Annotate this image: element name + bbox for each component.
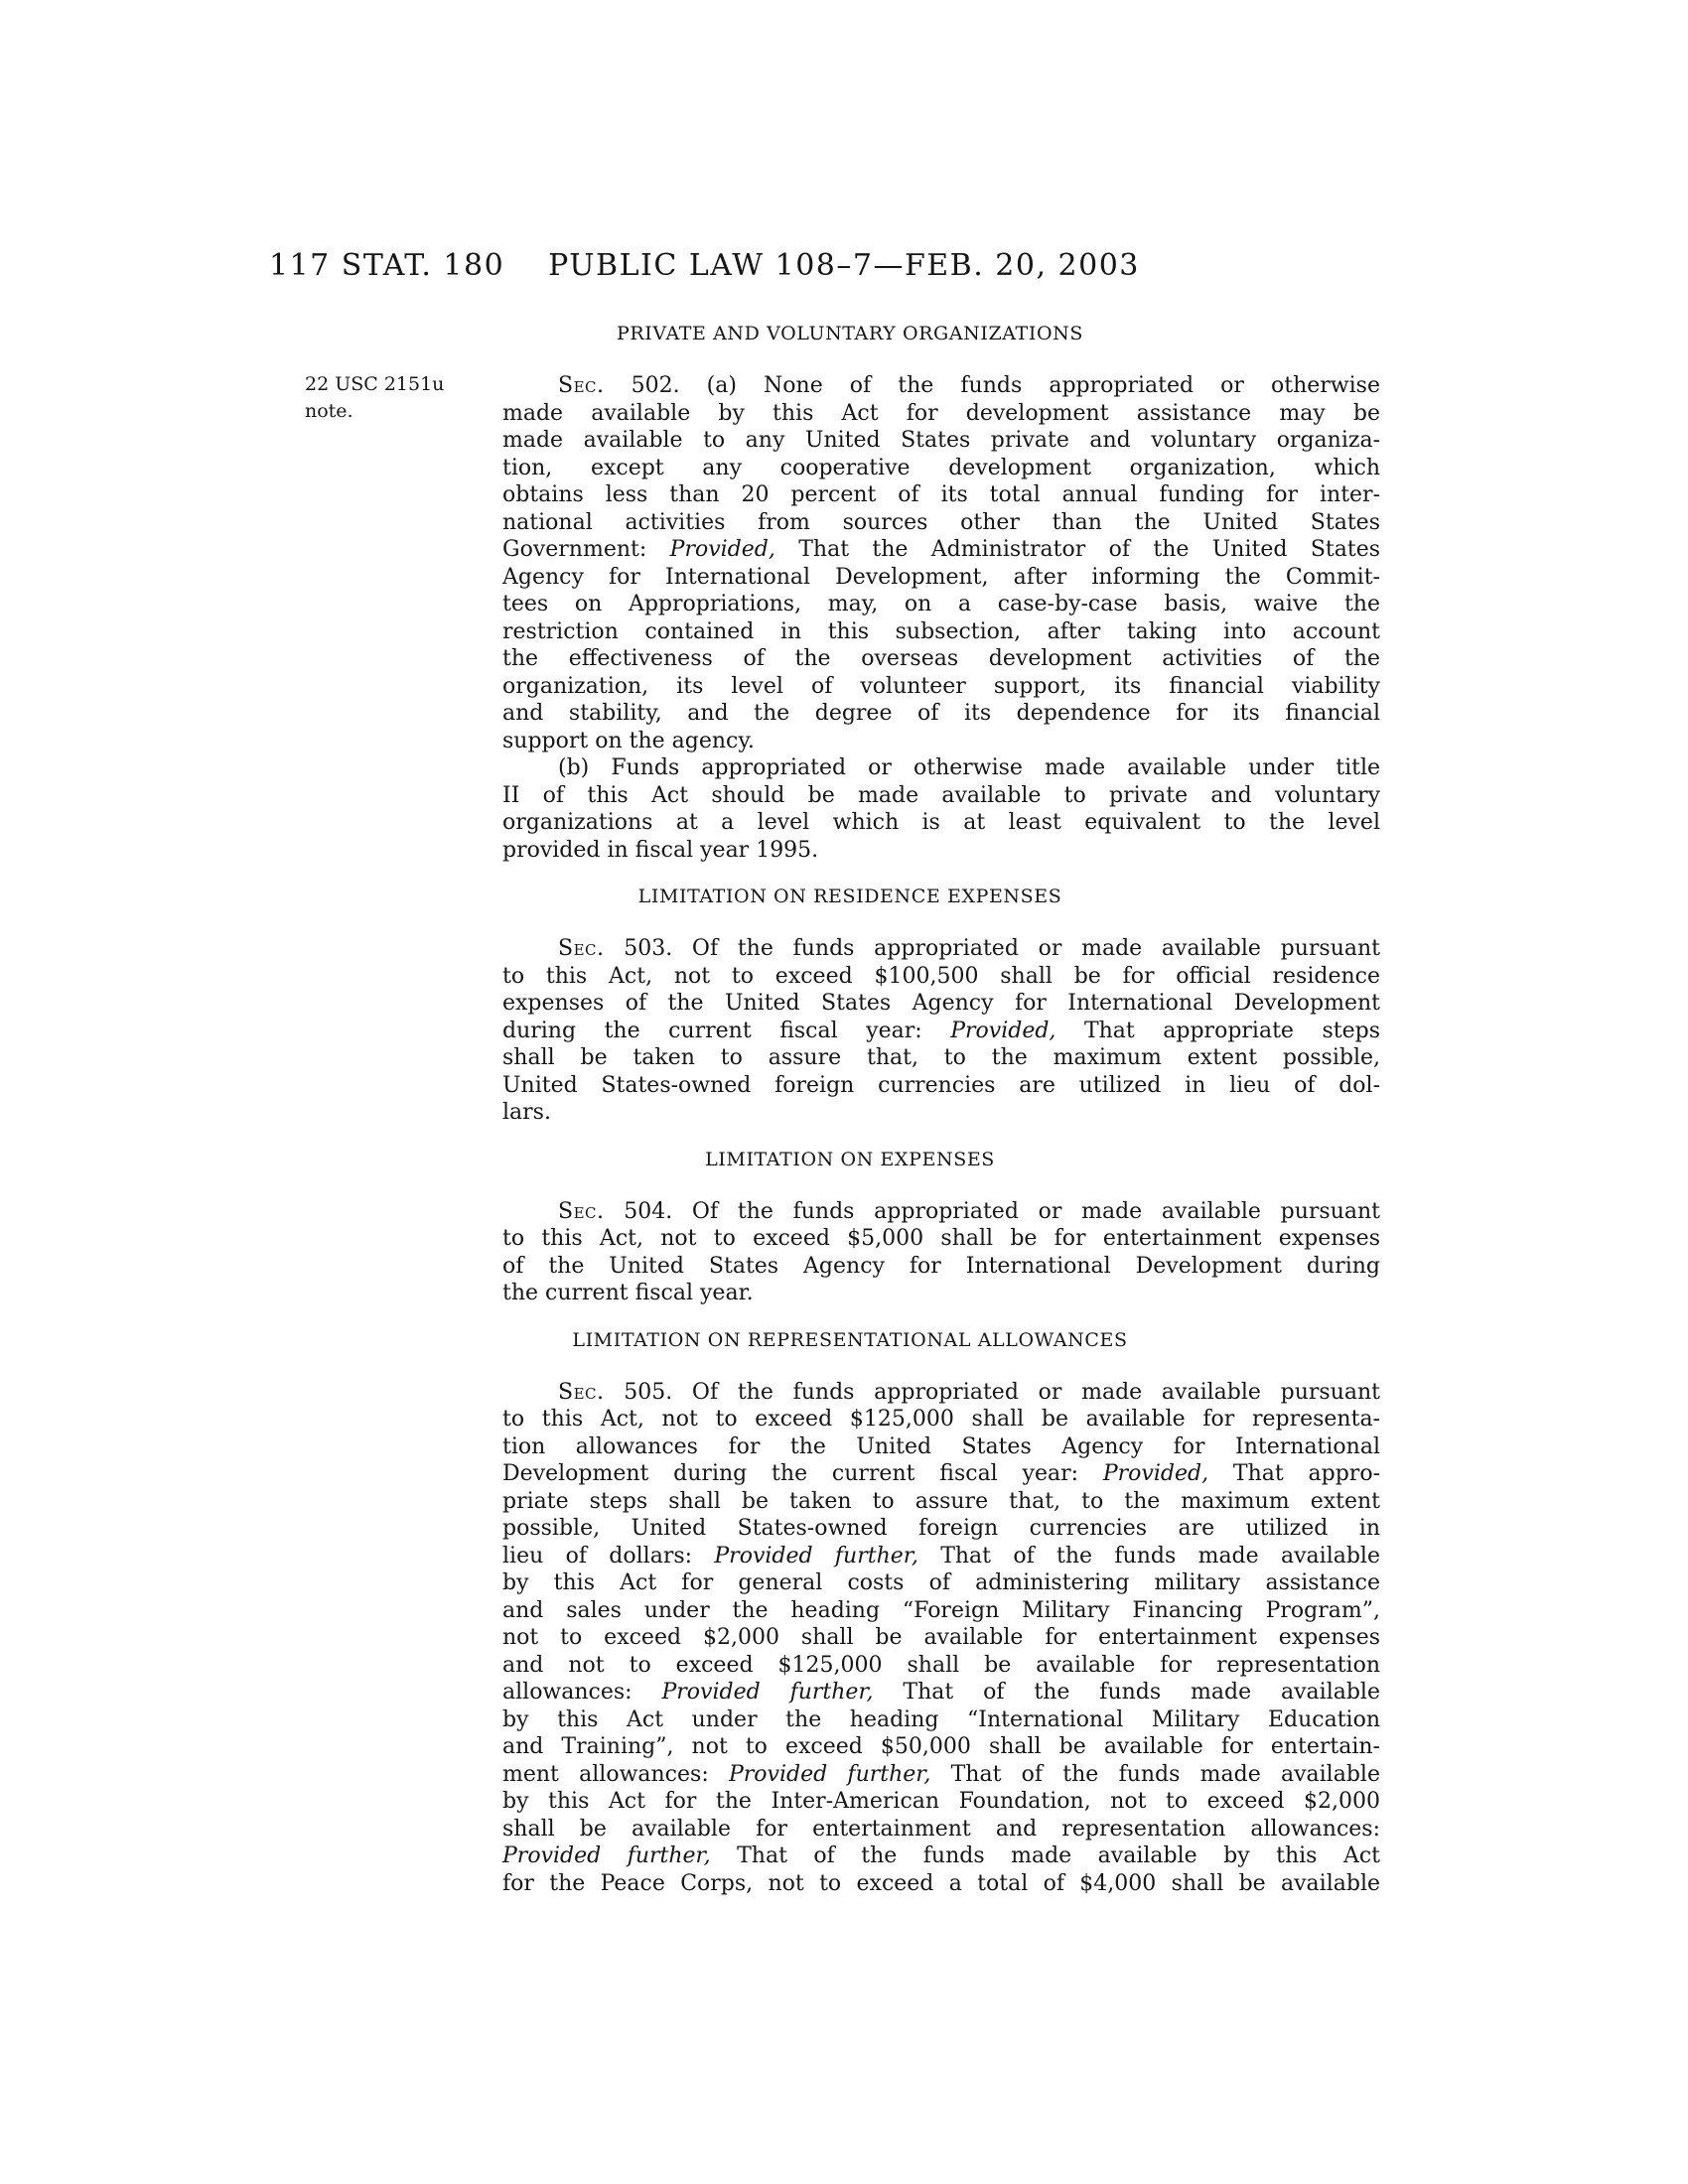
text-segment: to this Act, not to exceed $100,500 shall be for official residence <box>502 963 1380 989</box>
text-line <box>502 1406 1380 1433</box>
text-segment: Provided, <box>1102 1461 1209 1486</box>
text-segment: Agency for International Development, after informing the Commit- <box>502 564 1380 590</box>
text-segment: and Training”, not to exceed $50,000 shall be available for entertain- <box>502 1734 1380 1759</box>
text-line <box>502 1225 1380 1253</box>
text-segment: Provided further, <box>661 1680 874 1705</box>
text-segment: restriction contained in this subsection, after taking into account <box>502 618 1380 644</box>
text-segment: provided in fiscal year 1995. <box>502 837 819 863</box>
text-line <box>502 1870 1380 1898</box>
text-segment: the current fiscal year. <box>502 1281 754 1305</box>
text-segment: That appro- <box>1208 1461 1380 1486</box>
text-line <box>502 990 1380 1018</box>
text-line <box>502 837 1380 865</box>
text-segment: Development during the current fiscal year: <box>502 1461 1103 1486</box>
text-segment: That of the funds made available <box>917 1543 1380 1569</box>
text-line <box>502 645 1380 673</box>
statute-paragraph <box>502 372 1380 754</box>
text-line <box>502 1379 1380 1407</box>
text-segment: of the United States Agency for International Development during <box>502 1253 1380 1279</box>
text-line <box>502 754 1380 782</box>
text-segment: made available by this Act for development assistance may be <box>502 400 1380 426</box>
main-column <box>502 323 1380 1897</box>
text-segment: for the Peace Corps, not to exceed a total of $4,000 shall be available <box>502 1870 1380 1896</box>
text-line <box>502 1515 1380 1543</box>
text-line <box>502 673 1380 701</box>
text-line <box>502 700 1380 728</box>
text-line <box>502 1733 1380 1761</box>
text-segment: shall be available for entertainment and representation allowances: <box>502 1816 1380 1842</box>
text-line <box>502 618 1380 646</box>
text-line <box>502 509 1380 537</box>
text-segment: II of this Act should be made available to private and voluntary <box>502 782 1380 808</box>
text-line <box>502 564 1380 592</box>
text-line <box>502 1843 1380 1870</box>
text-line <box>502 1679 1380 1706</box>
text-segment: United States-owned foreign currencies are utilized in lieu of dol- <box>502 1072 1380 1098</box>
page-number: 117 STAT. 180 <box>269 248 505 283</box>
text-segment: Sec. <box>558 1379 605 1405</box>
text-segment: support on the agency. <box>502 728 755 753</box>
text-segment: tion, except any cooperative development organization, which <box>502 455 1380 480</box>
text-line <box>502 782 1380 810</box>
text-segment: lieu of dollars: <box>502 1543 715 1569</box>
text-segment: during the current fiscal year: <box>502 1018 951 1043</box>
text-segment: expenses of the United States Agency for International Development <box>502 991 1380 1016</box>
text-segment: lars. <box>502 1100 551 1125</box>
law-title: PUBLIC LAW 108–7—FEB. 20, 2003 <box>548 248 1140 283</box>
text-segment: tion allowances for the United States Agency for International <box>502 1433 1380 1459</box>
text-segment: made available to any United States private and voluntary organiza- <box>502 428 1380 453</box>
text-segment: national activities from sources other than the United States <box>502 509 1380 535</box>
text-line <box>502 1460 1380 1488</box>
text-line <box>502 455 1380 482</box>
section-heading: LIMITATION ON RESIDENCE EXPENSES <box>637 886 1062 907</box>
text-segment: organization, its level of volunteer support, its financial viability <box>502 673 1380 699</box>
text-line <box>502 1433 1380 1461</box>
section-heading: LIMITATION ON EXPENSES <box>705 1148 995 1170</box>
text-line <box>502 372 1380 400</box>
text-segment: Sec. <box>558 1198 605 1224</box>
text-segment: organizations at a level which is at least equivalent to the level <box>502 810 1380 835</box>
text-segment: 505. Of the funds appropriated or made available pursuant <box>604 1379 1380 1405</box>
text-segment: That of the funds made available by this Act <box>710 1843 1380 1868</box>
section-heading: LIMITATION ON REPRESENTATIONAL ALLOWANCES <box>572 1328 1128 1351</box>
text-segment: and not to exceed $125,000 shall be available for representation <box>502 1652 1380 1678</box>
text-segment: 502. (a) None of the funds appropriated or otherwise <box>604 373 1380 398</box>
text-segment: Provided further, <box>714 1543 918 1569</box>
text-segment: possible, United States-owned foreign currencies are utilized in <box>502 1516 1380 1541</box>
statute-paragraph <box>502 935 1380 1127</box>
text-segment: That of the funds made available <box>930 1761 1380 1787</box>
text-segment: 503. Of the funds appropriated or made available pursuant <box>604 936 1380 961</box>
text-line <box>502 809 1380 837</box>
text-segment: That appropriate steps <box>1055 1018 1380 1043</box>
text-segment: ment allowances: <box>502 1761 729 1787</box>
text-segment: Sec. <box>558 936 605 961</box>
text-segment: Government: <box>502 537 670 562</box>
text-segment: obtains less than 20 percent of its total annual funding for inter- <box>502 482 1380 507</box>
margin-note: 22 USC 2151u note. <box>305 373 445 422</box>
text-segment: the effectiveness of the overseas development activities of the <box>502 646 1380 671</box>
text-line <box>502 1652 1380 1680</box>
section-heading: PRIVATE AND VOLUNTARY ORGANIZATIONS <box>617 323 1083 344</box>
text-segment: Sec. <box>558 373 605 398</box>
text-segment: and sales under the heading “Foreign Military Financing Program”, <box>502 1597 1380 1623</box>
text-line <box>502 1044 1380 1072</box>
text-segment: by this Act under the heading “International Military Education <box>502 1706 1380 1732</box>
text-line <box>502 1543 1380 1570</box>
text-segment: (b) Funds appropriated or otherwise made available under title <box>558 755 1380 780</box>
text-line <box>502 481 1380 509</box>
text-segment: to this Act, not to exceed $5,000 shall be for entertainment expenses <box>502 1226 1380 1251</box>
text-segment: by this Act for general costs of administering military assistance <box>502 1570 1380 1595</box>
text-segment: Provided, <box>950 1018 1056 1043</box>
text-segment: allowances: <box>502 1680 662 1705</box>
statute-paragraph <box>502 1379 1380 1898</box>
text-segment: That of the funds made available <box>873 1680 1380 1705</box>
text-line <box>502 1099 1380 1127</box>
text-line <box>502 728 1380 755</box>
statute-paragraph <box>502 754 1380 864</box>
text-segment: Provided further, <box>728 1761 931 1787</box>
text-line <box>502 935 1380 963</box>
text-segment: tees on Appropriations, may, on a case-by-case basis, waive the <box>502 592 1380 616</box>
text-segment: by this Act for the Inter-American Foundation, not to exceed $2,000 <box>502 1789 1380 1814</box>
text-segment: to this Act, not to exceed $125,000 shall be available for representa- <box>502 1407 1380 1432</box>
text-segment: Provided, <box>669 537 775 562</box>
text-line <box>502 400 1380 428</box>
text-segment: not to exceed $2,000 shall be available for entertainment expenses <box>502 1625 1380 1650</box>
statute-paragraph <box>502 1198 1380 1307</box>
text-line <box>502 536 1380 564</box>
text-line <box>502 1570 1380 1597</box>
text-line <box>502 1788 1380 1816</box>
text-line <box>502 963 1380 991</box>
text-line <box>502 427 1380 455</box>
text-line <box>502 591 1380 618</box>
text-line <box>502 1816 1380 1843</box>
text-line <box>502 1280 1380 1307</box>
text-line <box>502 1488 1380 1516</box>
text-segment: 504. Of the funds appropriated or made available pursuant <box>604 1198 1380 1224</box>
text-segment: priate steps shall be taken to assure that, to the maximum extent <box>502 1488 1380 1514</box>
text-line <box>502 1198 1380 1226</box>
text-line <box>502 1253 1380 1281</box>
text-line <box>502 1761 1380 1789</box>
text-segment: and stability, and the degree of its dependence for its financial <box>502 701 1380 726</box>
text-segment: Provided further, <box>502 1843 711 1868</box>
text-line <box>502 1706 1380 1734</box>
text-segment: That the Administrator of the United States <box>774 537 1381 562</box>
text-line <box>502 1624 1380 1652</box>
text-line <box>502 1597 1380 1625</box>
text-line <box>502 1018 1380 1045</box>
text-segment: shall be taken to assure that, to the maximum extent possible, <box>502 1045 1380 1070</box>
text-line <box>502 1072 1380 1100</box>
